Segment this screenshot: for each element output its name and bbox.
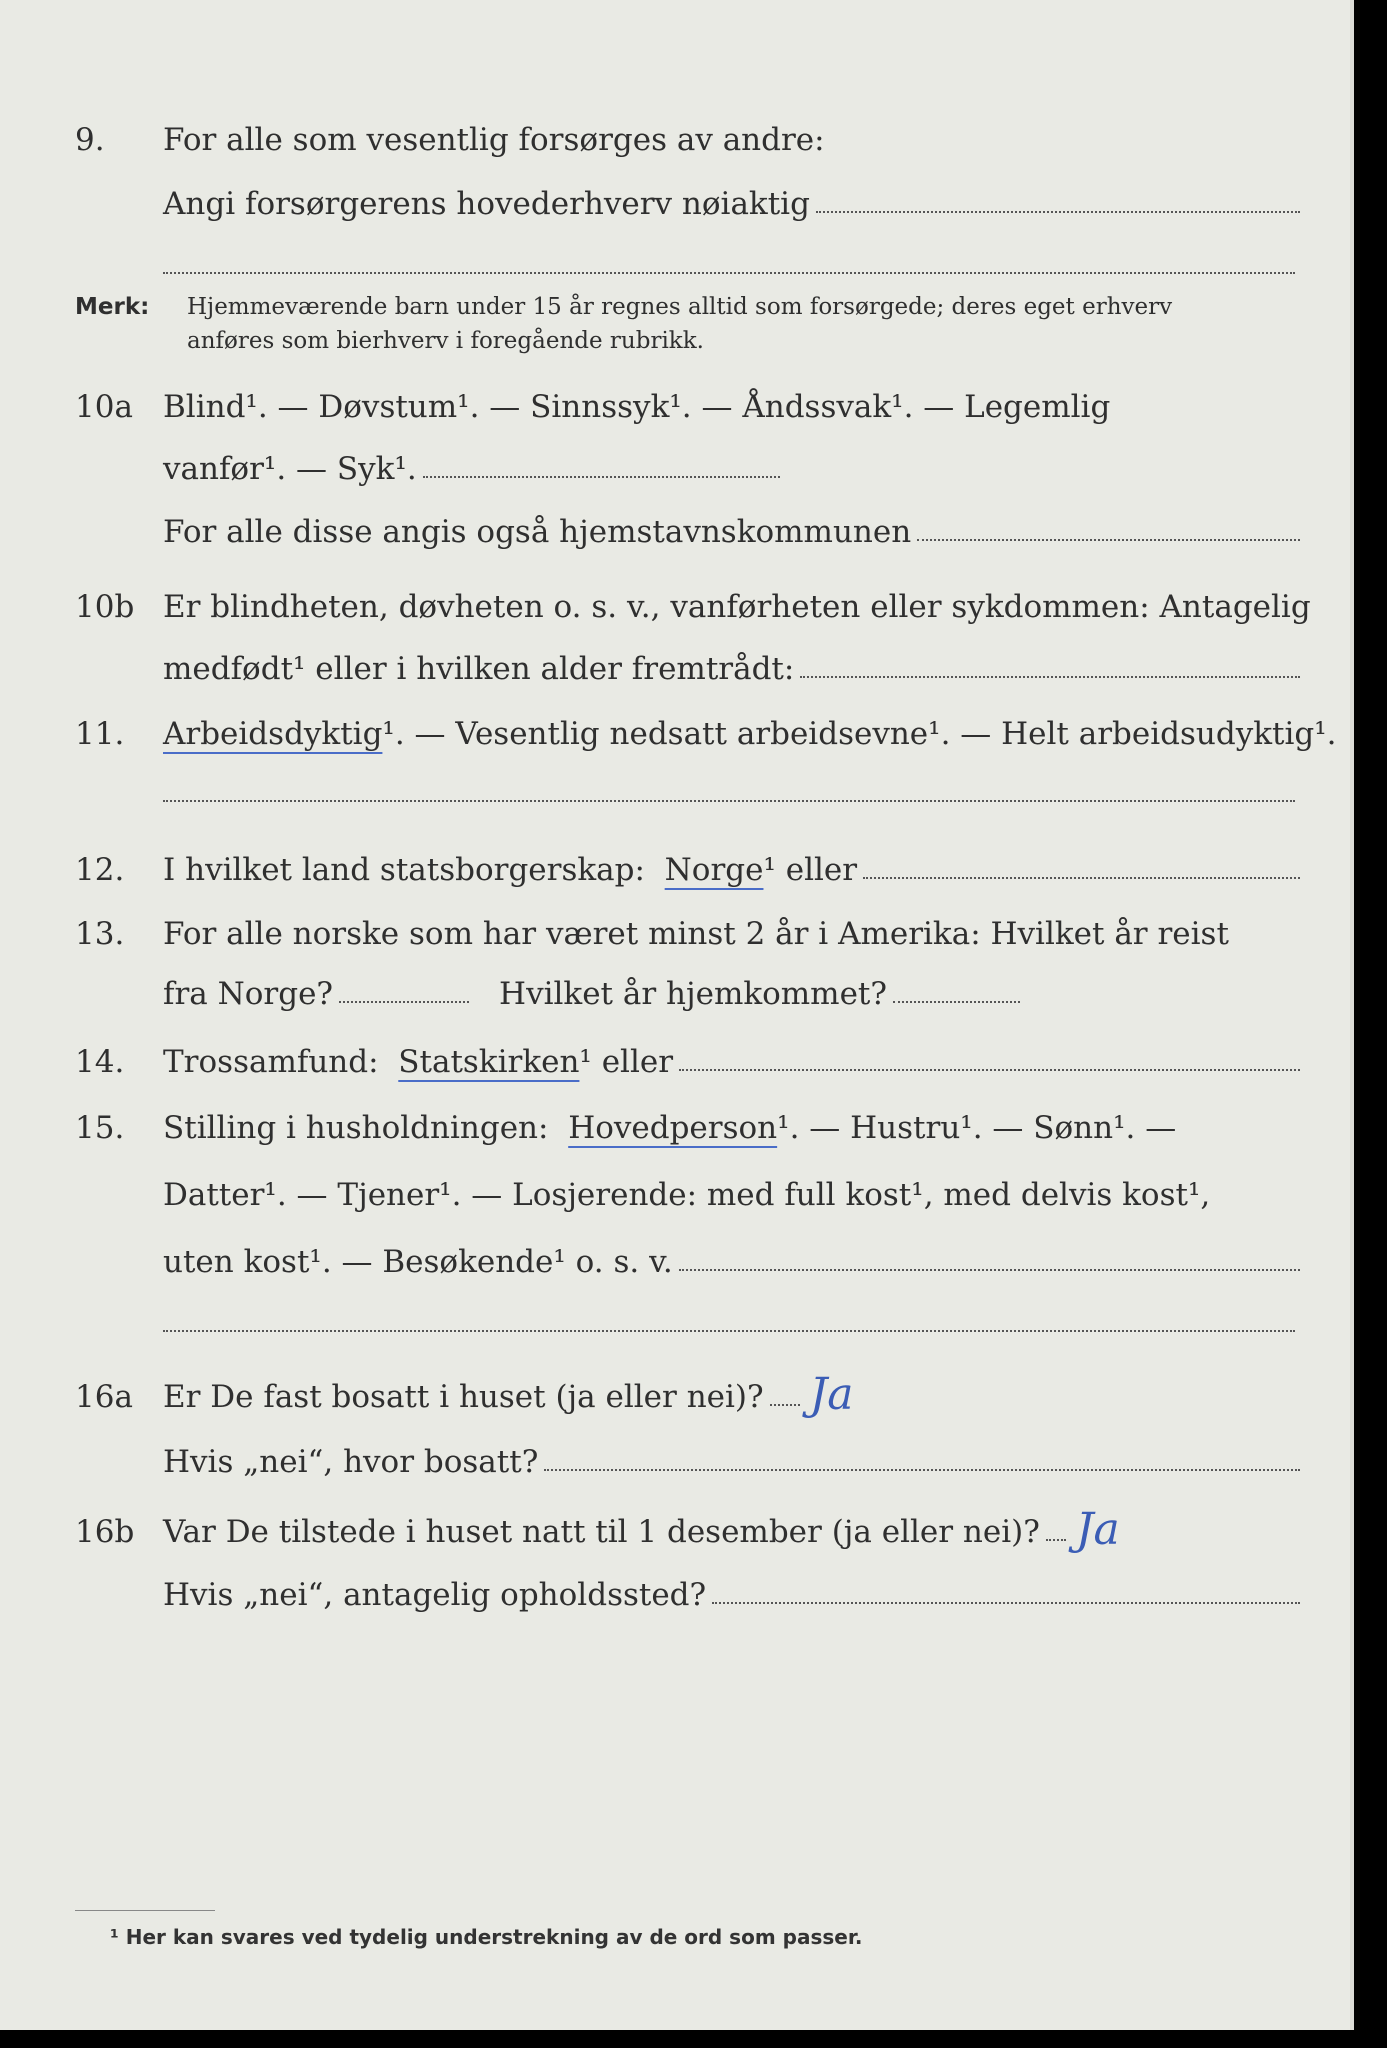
item-10b-line1: 10b Er blindheten, døvheten o. s. v., vanførheten eller sykdommen: Antagelig bbox=[75, 589, 1311, 625]
item-9-line2: Angi forsørgerens hovederhverv nøiaktig bbox=[75, 172, 1300, 222]
item-10b-line2: medfødt¹ eller i hvilken alder fremtrådt: bbox=[75, 637, 1300, 687]
item-15-line3: uten kost¹. — Besøkende¹ o. s. v. bbox=[75, 1230, 1300, 1280]
item-15-line1: 15. Stilling i husholdningen: Hovedperson ¹. — Hustru¹. — Sønn¹. — bbox=[75, 1110, 1177, 1146]
answer-field[interactable] bbox=[712, 1601, 1300, 1604]
item-14-line1: 14. Trossamfund: Statskirken ¹ eller bbox=[75, 1030, 1300, 1080]
answer-field[interactable] bbox=[423, 475, 780, 478]
item-16a-line1: 16a Er De fast bosatt i huset (ja eller nei)? Ja bbox=[75, 1369, 854, 1420]
underlined-answer: Arbeidsdyktig bbox=[163, 716, 383, 752]
form-page: 9. For alle som vesentlig forsørges av andre: Angi forsørgerens hovederhverv nøiaktig Merk: Hjemmeværende barn under 15 år regnes alltid som forsørgede; deres eget erhverv anføres som bierhverv i foregående rubrikk. 10a Blind¹. — Døvstum¹. — Sinnssyk¹. — Åndssvak¹. — Legemlig vanfør¹. — Syk¹. For alle disse angis også hjemstavnskommunen 10b Er blindheten, døvheten o. s. v., vanførheten eller sykdommen: Antagelig medfødt¹ eller i hvilken alder fremtrådt: 11. Arbeidsdyktig ¹. — Vesentlig nedsatt arbeidsevne¹. — Helt arbeidsudyktig¹. 12. I hvilket land statsborgerskap: Norge ¹ eller 13. For alle norske som har været minst 2 år i Amerika: Hvilket år reist fra Norge? Hvilket år hjemkommet? 14. Trossamfund: Statskirken ¹ eller 15. Stilling i husholdningen: Hovedperson ¹. — Hustru¹. — Sønn¹. — Datter¹. — Tjener¹. — Losjerende: med full kost¹, med delvis kost¹, uten kost¹. — Besøkende¹ o. s. v. 16a Er De fast bosatt i huset (ja eller nei)? Ja Hvis „nei“, hvor bosatt? 16b Var De tilstede i huset natt til 1 desember (ja eller nei)? Ja Hvis „nei“, antagelig opholdssted? ¹ Her kan svares ved tydelig understrekning av de ord som passer. bbox=[0, 0, 1354, 2030]
separator-rule bbox=[163, 1330, 1295, 1332]
answer-field[interactable] bbox=[863, 876, 1300, 879]
answer-field[interactable] bbox=[770, 1403, 800, 1406]
footnote-rule bbox=[75, 1910, 215, 1911]
item-11-line1: 11. Arbeidsdyktig ¹. — Vesentlig nedsatt arbeidsevne¹. — Helt arbeidsudyktig¹. bbox=[75, 716, 1337, 752]
answer-field[interactable] bbox=[544, 1468, 1300, 1471]
answer-field[interactable] bbox=[893, 1000, 1020, 1003]
underlined-answer: Hovedperson bbox=[568, 1110, 778, 1146]
item-16b-line2: Hvis „nei“, antagelig opholdssted? bbox=[75, 1563, 1300, 1613]
separator-rule bbox=[163, 272, 1295, 274]
item-12-line1: 12. I hvilket land statsborgerskap: Norge ¹ eller bbox=[75, 838, 1300, 888]
underlined-answer: Norge bbox=[664, 852, 764, 888]
item-10a-line2: vanfør¹. — Syk¹. bbox=[75, 437, 1300, 487]
answer-field[interactable] bbox=[339, 1000, 469, 1003]
answer-field[interactable] bbox=[1046, 1538, 1066, 1541]
footnote: ¹ Her kan svares ved tydelig understrekning av de ord som passer. bbox=[110, 1925, 863, 1949]
item-15-line2: Datter¹. — Tjener¹. — Losjerende: med full kost¹, med delvis kost¹, bbox=[163, 1177, 1211, 1213]
handwritten-answer: Ja bbox=[1075, 1504, 1120, 1555]
answer-field[interactable] bbox=[917, 538, 1300, 541]
item-10a-line1: 10a Blind¹. — Døvstum¹. — Sinnssyk¹. — Åndssvak¹. — Legemlig bbox=[75, 389, 1111, 425]
separator-rule bbox=[163, 800, 1295, 802]
answer-field[interactable] bbox=[800, 675, 1300, 678]
answer-field[interactable] bbox=[679, 1268, 1300, 1271]
answer-field[interactable] bbox=[679, 1068, 1300, 1071]
underlined-answer: Statskirken bbox=[398, 1044, 580, 1080]
item-16b-line1: 16b Var De tilstede i huset natt til 1 desember (ja eller nei)? Ja bbox=[75, 1504, 1120, 1555]
item-10a-line3: For alle disse angis også hjemstavnskommunen bbox=[75, 500, 1300, 550]
item-9-line1: 9. For alle som vesentlig forsørges av andre: bbox=[75, 122, 825, 158]
item-number: 9. bbox=[75, 122, 105, 158]
handwritten-answer: Ja bbox=[809, 1369, 854, 1420]
item-13-line1: 13. For alle norske som har været minst 2 år i Amerika: Hvilket år reist bbox=[75, 916, 1229, 952]
answer-field[interactable] bbox=[816, 210, 1300, 213]
item-13-line2: fra Norge? Hvilket år hjemkommet? bbox=[75, 962, 1300, 1012]
item-16a-line2: Hvis „nei“, hvor bosatt? bbox=[75, 1430, 1300, 1480]
